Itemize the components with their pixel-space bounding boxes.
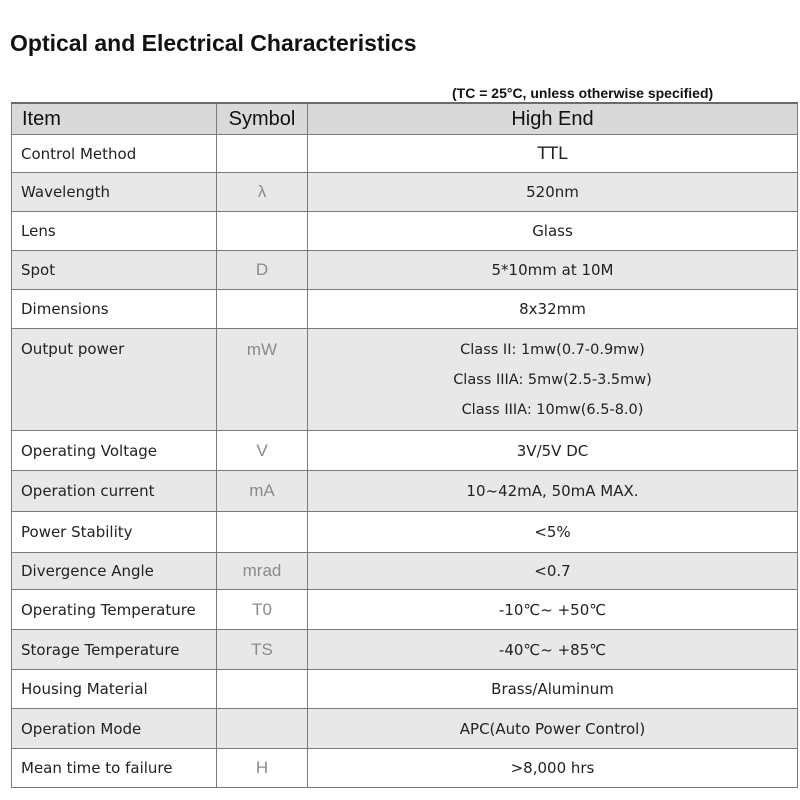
row-item: Operation current [12, 471, 217, 512]
row-value: Glass [308, 212, 798, 251]
row-symbol: H [217, 749, 308, 788]
row-value: <0.7 [308, 553, 798, 590]
row-item: Operating Temperature [12, 590, 217, 630]
table-row [12, 749, 798, 788]
row-item: Housing Material [12, 670, 217, 709]
row-value: 3V/5V DC [308, 431, 798, 471]
row-value: Brass/Aluminum [308, 670, 798, 709]
table-row [12, 329, 798, 431]
row-value: 520nm [308, 173, 798, 212]
output-power-line: Class IIIA: 5mw(2.5-3.5mw) [453, 371, 652, 388]
row-item: Output power [12, 329, 217, 431]
row-item: Operating Voltage [12, 431, 217, 471]
row-item: Operation Mode [12, 709, 217, 749]
row-item: Spot [12, 251, 217, 290]
row-symbol [217, 212, 308, 251]
row-item: Control Method [12, 135, 217, 173]
table-row [12, 553, 798, 590]
row-symbol [217, 670, 308, 709]
row-item: Lens [12, 212, 217, 251]
table-row [12, 135, 798, 173]
table-row [12, 670, 798, 709]
header-row [12, 103, 798, 135]
row-value: 5*10mm at 10M [308, 251, 798, 290]
table-row [12, 512, 798, 553]
row-value: -40℃~ +85℃ [308, 630, 798, 670]
header-item: Item [12, 103, 217, 135]
row-value: >8,000 hrs [308, 749, 798, 788]
row-value: 8x32mm [308, 290, 798, 329]
table-row [12, 212, 798, 251]
output-power-line: Class II: 1mw(0.7-0.9mw) [460, 341, 645, 358]
row-value: TTL [308, 135, 798, 173]
characteristics-table [11, 102, 798, 788]
conditions-note: (TC = 25°C, unless otherwise specified) [452, 85, 714, 101]
table-row [12, 173, 798, 212]
row-item: Divergence Angle [12, 553, 217, 590]
row-symbol: mrad [217, 553, 308, 590]
row-symbol: TS [217, 630, 308, 670]
row-item: Wavelength [12, 173, 217, 212]
table-row [12, 709, 798, 749]
row-symbol [217, 709, 308, 749]
header-symbol: Symbol [217, 103, 308, 135]
table-row [12, 431, 798, 471]
row-symbol [217, 290, 308, 329]
table-row [12, 630, 798, 670]
row-item: Dimensions [12, 290, 217, 329]
output-power-line: Class IIIA: 10mw(6.5-8.0) [461, 401, 644, 418]
row-symbol [217, 512, 308, 553]
row-symbol: D [217, 251, 308, 290]
row-symbol [217, 135, 308, 173]
row-item: Storage Temperature [12, 630, 217, 670]
row-value: APC(Auto Power Control) [308, 709, 798, 749]
table-row [12, 590, 798, 630]
row-value [308, 329, 798, 431]
row-symbol: T0 [217, 590, 308, 630]
row-symbol: mW [217, 329, 308, 431]
table-row [12, 290, 798, 329]
row-value: -10℃~ +50℃ [308, 590, 798, 630]
row-value: 10~42mA, 50mA MAX. [308, 471, 798, 512]
row-value: <5% [308, 512, 798, 553]
row-symbol: mA [217, 471, 308, 512]
row-item: Mean time to failure [12, 749, 217, 788]
table-row [12, 471, 798, 512]
row-symbol: V [217, 431, 308, 471]
table-row [12, 251, 798, 290]
row-item: Power Stability [12, 512, 217, 553]
row-symbol: λ [217, 173, 308, 212]
page-title: Optical and Electrical Characteristics [10, 30, 417, 56]
header-high-end: High End [308, 103, 798, 135]
